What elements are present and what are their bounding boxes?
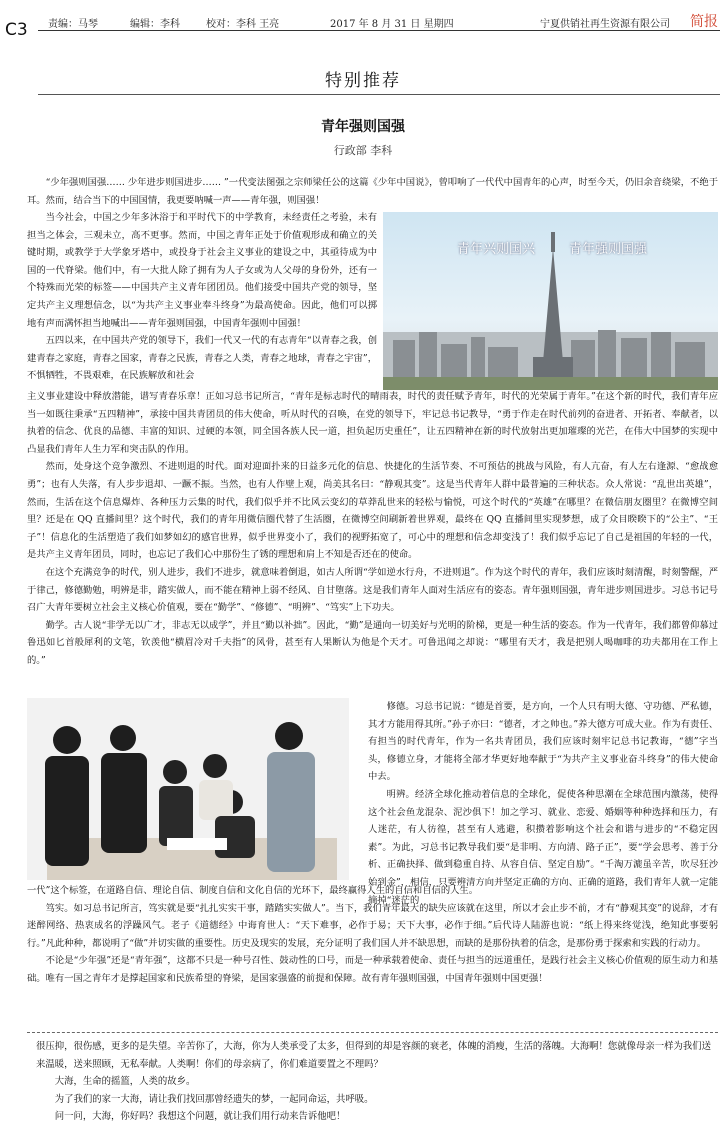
paper-name: 简报	[690, 14, 718, 30]
paragraph: 五四以来，在中国共产党的领导下，我们一代又一代的有志青年“以青春之我，创建青春之家庭，青春之国家，青春之民族，青春之人类，青春之地球，青春之宇宙”，不惧牺牲，不畏艰难，在民族解放和社会	[27, 335, 377, 382]
paragraph: 然而，处身这个竞争激烈、不进则退的时代。面对迎面扑来的日益多元化的信息、快捷化的生活节奏、不可预估的挑战与风险，有人亢奋，有人左右逢源、“愈战愈勇”；也有人失落，有人步步退却、一蹶不振。当然，也有人作壁上观，尚美其名曰：“静观其变”。这是当代青年人群中最普遍的三种状态。众人常说：“乱世出英雄”，然而，生活在这个信息爆炸、各种压力云集的时代，我们似乎并不比风云变幻的草莽乱世来的轻松与愉悦，可这个时代的“英雄”在哪里？在微信朋友圈里？在微博空间里？还是在 QQ 直播间里？这个时代，我们的青年用微信圈代替了生活圈，在微博空间刷新着世界观，最终在 QQ 直播间里实现梦想，成了众目睽睽下的“公主”、“王子”！信息化的生活塑造了我们如梦如幻的感官世界，似乎世界变小了，我们的视野拓宽了，可心中的理想和信念却变浅了！我们似乎忘记了自己是祖国的年轻的一代，是共产主义青年团员，同时，也忘记了我们心中那份生了锈的理想和肩上不知是否还在的使命。	[27, 461, 718, 561]
article-author: 行政部 李科	[333, 144, 393, 157]
masthead	[38, 10, 718, 32]
paragraph: 主义事业建设中释放潜能，谱写青春乐章！正如习总书记所言，“青年是标志时代的晴雨表，时代的责任赋予青年，时代的光荣属于青年。”在这个新的时代，我们青年应当一如既往秉承“五四精神”，承接中国共青团员的伟大使命，听从时代的召唤，在党的领导下，牢记总书记教导，“勇于作走在时代前列的奋进者、开拓者、奉献者，以执着的信念、优良的品德、丰富的知识、过硬的本领，同全国各族人民一道，担负起历史重任”，让五四精神在新的时代放射出更加璀璨的光芒，在伟大中国梦的实现中凸显我们青年人生力军和突击队的作用。	[27, 391, 718, 455]
photo-caption-left: 青年兴则国兴	[457, 242, 536, 257]
city-skyline-photo	[383, 212, 718, 390]
editor-in-charge: 责编：马琴	[48, 19, 98, 30]
paragraph: 笃实。如习总书记所言，笃实就是要“扎扎实实干事，踏踏实实做人”。当下，我们青年最大的缺失应该就在这里，所以才会止步不前，才有“静观其变”的说辞，才有迷醉网络、热衷成名的浮躁风气。老子《道德经》中诲育世人：“天下难事，必作于易；天下大事，必作于细。”后代诗人陆游也说：“纸上得来终觉浅，绝知此事要躬行。”凡此种种，都说明了“做”并切实做的重要性。历史及现实的发展，充分证明了我们国人并不缺思想，而缺的是那份执着的信念，是那份勇于探索和实践的行动力。	[27, 902, 718, 949]
passage-line: 为了我们的家一大海，请让我们找回那曾经遗失的梦，一起同命运，共呼吸。	[54, 1093, 374, 1105]
article-column-right	[368, 698, 718, 906]
paragraph: 勤学。古人说“非学无以广才，非志无以成学”，并且“勤以补拙”。因此，“勤”是通向一切美好与光明的阶梯，更是一种生活的姿态。作为一代青年，我们都曾仰慕过鲁迅如匕首般犀利的文笔，钦羡他“横眉冷对千夫指”的风骨，甚至有人果断认为他是个天才。可鲁迅闻之却说：“哪里有天才，我是把别人喝咖啡的功夫都用在工作上的。”	[27, 619, 718, 666]
passage-line: 大海，生命的摇篮，人类的故乡。	[54, 1076, 196, 1088]
dashed-divider	[27, 1032, 718, 1033]
paragraph: 明辨。经济全球化推动着信息的全球化，促使各种思潮在全球范围内激荡，使得这个社会鱼龙混杂、泥沙俱下！加之学习、就业、恋爱、婚姻等种种选择和压力，有人迷茫，有人彷徨，甚至有人逃避，积攒着影响这个社会和谐与进步的“不稳定因素”。为此，习总书记教导我们要“是非明、方向清、路子正”，要“学会思考、善于分析、正确抉择、做到稳重自持、从容自信、坚定自励”。“千淘万漉虽辛苦，吹尽狂沙始到金”，相信，只要辨清方向并坚定正确的方向、正确的道路，我们青年人就一定能摘掉“迷茫的	[368, 788, 718, 906]
students-illustration	[27, 698, 349, 880]
article-column-bottom	[27, 882, 718, 1030]
section-rule	[38, 94, 720, 95]
article-intro	[27, 174, 718, 209]
issue-date: 2017 年 8 月 31 日 星期四	[330, 19, 454, 30]
paragraph: 修德。习总书记说：“德是首要，是方向，一个人只有明大德、守功德、严私德，其才方能用得其所。”孙子亦曰：“德者，才之帅也。”养大德方可成大业。作为有责任、有担当的时代青年，作为一名共青团员，我们应该时刻牢记总书记教诲，“德”字当头，修德立身，才能将全部才华更好地奉献于“为共产主义事业奋斗终身”的伟大使命中去。	[368, 701, 718, 783]
company-name: 宁夏供销社再生资源有限公司	[540, 19, 670, 30]
header-rule	[38, 30, 720, 31]
section-title: 特别推荐	[325, 71, 401, 91]
editor: 编辑：李科	[130, 19, 180, 30]
passage-line: 很压抑，很伤感，更多的是失望。辛苦你了，大海，你为人类承受了太多，但得到的却是容颜的衰老，体魄的消瘦，生活的落魄。大海啊！您就像母亲一样为我们送来温暖，送来照顾，无私奉献。人类啊！你们的母亲病了，你们难道要置之不理吗？	[36, 1041, 712, 1070]
paragraph: 一代”这个标签，在道路自信、理论自信、制度自信和文化自信的光环下，最终赢得人生的自信和自信的人生。	[27, 885, 479, 896]
paragraph: 当今社会，中国之少年多沐浴于和平时代下的中学教育，未经责任之考验，未有担当之体会，三观未立，高不更事。然而，中国之青年正处于价值观形成和确立的关键时期，或教学于大学象牙塔中，或投身于社会主义事业的建设之中，其亟待成为中国的一代脊梁。他们中，有一大批人除了拥有为人子女或为人父母的身份外，还有一个特殊而光荣的标签——中国共产主义青年团团员。他们接受中国共产党的领导，坚定共产主义理想信念，以“为共产主义事业奉斗终身”为最高使命。因此，他们可以掷地有声而满怀担当地喊出——青年强则国强，中国青年强则中国强！	[27, 212, 377, 329]
article-column-top	[27, 209, 377, 387]
proofreader: 校对：李科 王亮	[206, 19, 280, 30]
page-number: C3	[5, 20, 28, 40]
students-photo	[27, 698, 349, 880]
photo-caption-right: 青年强则国强	[569, 242, 648, 257]
sea-passage	[36, 1038, 718, 1126]
article-column-full	[27, 388, 718, 696]
passage-line: 问一问，大海，你好吗？我想这个问题，就让我们用行动来告诉他吧！	[54, 1111, 346, 1123]
skyline-illustration	[383, 212, 718, 390]
article-title: 青年强则国强	[321, 119, 405, 135]
paragraph: “少年强则国强…… 少年进步则国进步…… ”一代变法图强之宗师梁任公的这篇《少年中国说》，曾叩响了一代代中国青年的心声，时至今天，仍旧余音绕梁，不绝于耳。然而，结合当下的中国国情，我更要呐喊一声——青年强，则国强！	[27, 177, 718, 206]
paragraph: 在这个充满竞争的时代，别人进步，我们不进步，就意味着倒退，如古人所谓“学如逆水行舟，不进则退”。作为这个时代的青年，我们应该时刻清醒，时刻警醒，严于律己，修德勤勉，明辨是非，踏实做人，而不能在精神上弱不经风、自甘堕落。这是我们青年人面对生活应有的姿态。青年强则国强，青年进步则国进步。习总书记号召广大青年要树立社会主义核心价值观，要在“勤学”、“修德”、“明辨”、“笃实”上下功夫。	[27, 566, 718, 614]
paragraph: 不论是“少年强”还是“青年强”，这都不只是一种号召性、鼓动性的口号，而是一种承载着使命、责任与担当的远道重任，是践行社会主义核心价值观的原生动力和基础。唯有一国之青年才是撑起国家和民族希望的脊梁，是国家强盛的前提和保障。故有青年强则国强，中国青年强则中国更强！	[27, 955, 718, 984]
